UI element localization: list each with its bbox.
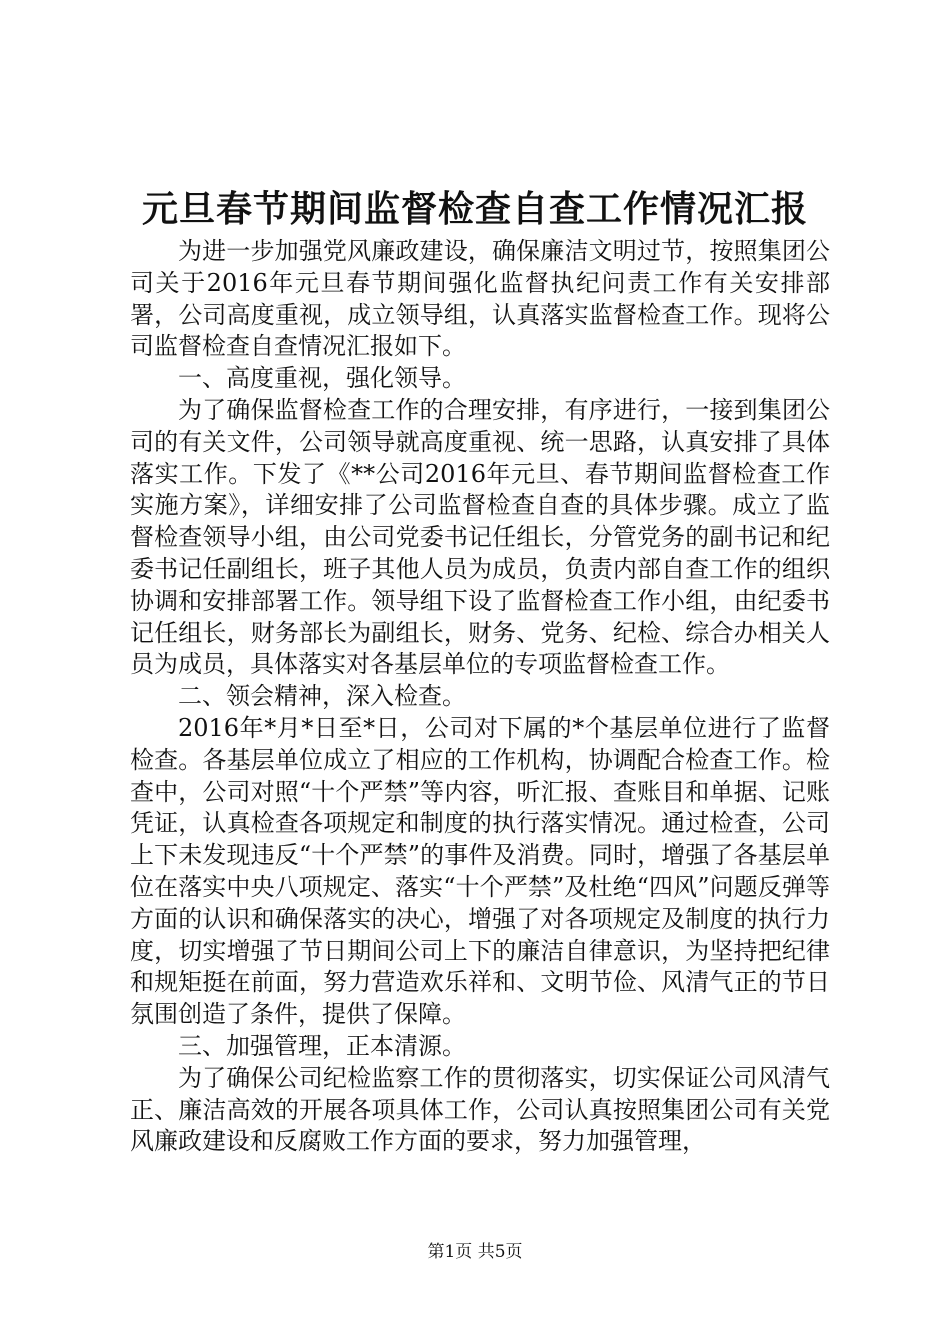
intro-paragraph: 为进一步加强党风廉政建设，确保廉洁文明过节，按照集团公司关于2016年元旦春节期间强化监督执纪问责工作有关安排部署，公司高度重视，成立领导组，认真落实监督检查工作。现将公司监督检查自查情况汇报如下。 [130,237,830,361]
section-heading-2: 二、领会精神，深入检查。 [178,682,466,711]
section-heading-1: 一、高度重视，强化领导。 [178,364,466,393]
document-body [130,236,830,1158]
section-body-1: 为了确保监督检查工作的合理安排，有序进行，一接到集团公司的有关文件，公司领导就高度重视、统一思路，认真安排了具体落实工作。下发了《**公司2016年元旦、春节期间监督检查工作实施方案》，详细安排了公司监督检查自查的具体步骤。成立了监督检查领导小组，由公司党委书记任组长，分管党务的副书记和纪委书记任副组长，班子其他人员为成员，负责内部自查工作的组织协调和安排部署工作。领导组下设了监督检查工作小组，由纪委书记任组长，财务部长为副组长，财务、党务、纪检、综合办相关人员为成员，具体落实对各基层单位的专项监督检查工作。 [130,395,830,679]
page-footer: 第1页 共5页 [427,1242,523,1262]
section-heading-3: 三、加强管理，正本清源。 [178,1031,466,1060]
document-title: 元旦春节期间监督检查自查工作情况汇报 [141,188,808,230]
section-body-2: 2016年*月*日至*日，公司对下属的*个基层单位进行了监督检查。各基层单位成立了相应的工作机构，协调配合检查工作。检查中，公司对照“十个严禁”等内容，听汇报、查账目和单据、记账凭证，认真检查各项规定和制度的执行落实情况。通过检查，公司上下未发现违反“十个严禁”的事件及消费。同时，增强了各基层单位在落实中央八项规定、落实“十个严禁”及杜绝“四风”问题反弹等方面的认识和确保落实的决心，增强了对各项规定及制度的执行力度，切实增强了节日期间公司上下的廉洁自律意识，为坚持把纪律和规矩挺在前面，努力营造欢乐祥和、文明节俭、风清气正的节日氛围创造了条件，提供了保障。 [130,713,830,1029]
section-body-3: 为了确保公司纪检监察工作的贯彻落实，切实保证公司风清气正、廉洁高效的开展各项具体工作，公司认真按照集团公司有关党风廉政建设和反腐败工作方面的要求，努力加强管理， [130,1063,830,1156]
